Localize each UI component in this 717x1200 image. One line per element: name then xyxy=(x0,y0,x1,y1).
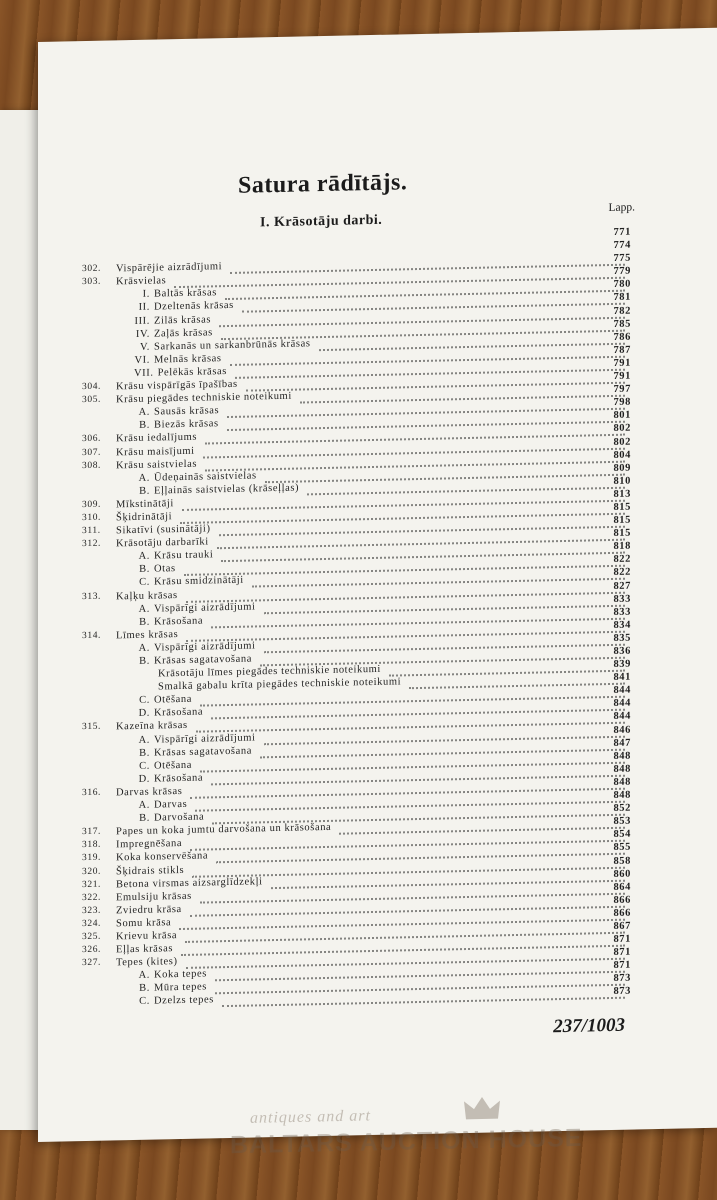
entry-label: Eļļas krāsas xyxy=(116,943,174,956)
entry-label-group xyxy=(134,812,204,824)
entry-page-number: 833 xyxy=(613,593,631,605)
entry-page-number: 866 xyxy=(613,894,631,906)
entry-page-number: 791 xyxy=(613,370,631,382)
entry-label-group xyxy=(134,694,192,706)
entry-label: Krāsu smidzinātāji xyxy=(154,575,244,589)
entry-label-group xyxy=(116,851,208,864)
entry-label: Kazeīna krāsas xyxy=(116,720,188,733)
entry-label: Emulsiju krāsas xyxy=(116,890,192,904)
entry-label-group xyxy=(116,904,182,916)
entry-label: Sikatīvi (susinātāji) xyxy=(116,523,211,537)
entry-label: Krāsu trauki xyxy=(154,549,214,562)
entry-page-number: 822 xyxy=(613,567,631,579)
entry-page-number: 839 xyxy=(613,658,631,671)
entry-number: 315. xyxy=(82,722,102,733)
entry-label-group xyxy=(134,338,311,353)
entry-page-number: 822 xyxy=(613,553,631,566)
entry-label: Melnās krāsas xyxy=(154,352,222,366)
entry-page-number: 848 xyxy=(613,750,631,762)
entry-letter: B. xyxy=(139,563,150,576)
entry-letter: B. xyxy=(139,419,150,432)
entry-page-number: 871 xyxy=(613,933,631,946)
entry-label: Dzeltenās krāsas xyxy=(154,300,234,314)
entry-label-group xyxy=(134,550,213,563)
entry-label: Krāsotāju darbarīki xyxy=(116,536,209,550)
entry-label: Pelēkās krāsas xyxy=(157,365,227,379)
entry-number: 305. xyxy=(82,394,102,406)
entry-label: Vispārējie aizrādījumi xyxy=(116,261,223,275)
entry-label-group xyxy=(134,601,256,615)
entry-label-group xyxy=(116,458,197,471)
entry-page-number: 844 xyxy=(613,711,631,723)
entry-page-number: 804 xyxy=(613,449,631,461)
entry-letter: A. xyxy=(138,799,150,811)
entry-label: Darvošana xyxy=(154,811,205,824)
entry-label: Dzelzs tepes xyxy=(154,994,214,1008)
entry-label: Smalkā gabalu krīta piegādes techniskie noteikumi xyxy=(158,676,402,693)
entry-page-number: 798 xyxy=(613,396,631,409)
entry-label-group xyxy=(116,498,174,510)
entry-label-group xyxy=(116,590,178,602)
watermark-tagline: antiques and art xyxy=(250,1107,371,1127)
entry-page-number: 802 xyxy=(613,422,631,435)
page-title: Satura rādītājs. xyxy=(238,169,408,199)
entry-page-number: 873 xyxy=(613,972,631,985)
entry-label-group xyxy=(116,261,222,274)
entry-label: Krāsu saistvielas xyxy=(116,458,198,471)
entry-letter: III. xyxy=(134,315,150,327)
entry-label-group xyxy=(116,890,192,903)
entry-page-number: 785 xyxy=(613,318,631,330)
entry-page-number: 786 xyxy=(613,331,631,343)
entry-label-group xyxy=(134,563,176,575)
entry-letter: A. xyxy=(138,734,150,746)
entry-page-number: 834 xyxy=(613,619,631,631)
entry-number: 304. xyxy=(82,381,102,393)
entry-letter: C. xyxy=(139,760,150,772)
entry-number: 313. xyxy=(82,591,102,602)
entry-label-group xyxy=(134,353,222,366)
entry-label-group xyxy=(134,982,207,995)
entry-label: Vispārīgi aizrādījumi xyxy=(154,640,256,654)
entry-page-number: 791 xyxy=(613,357,631,369)
watermark-brand: BALTARS AUCTION HOUSE xyxy=(230,1123,583,1160)
entry-letter: C. xyxy=(139,577,150,589)
entry-number: 314. xyxy=(82,630,102,641)
entry-page-number: 779 xyxy=(613,265,631,278)
entry-number: 317. xyxy=(82,826,102,838)
entry-label: Ūdeņainās saistvielas xyxy=(154,470,257,484)
entry-label: Kaļķu krāsas xyxy=(116,589,178,602)
entry-page-number: 844 xyxy=(613,684,631,697)
entry-label-group xyxy=(116,917,171,929)
entry-label-group xyxy=(116,629,178,641)
entry-page-number: 775 xyxy=(613,252,631,265)
entry-label-group xyxy=(116,956,178,968)
entry-label: Vispārīgi aizrādījumi xyxy=(154,732,256,746)
entry-label: Sausās krāsas xyxy=(154,405,220,418)
entry-number: 324. xyxy=(82,918,102,929)
entry-label-group xyxy=(134,772,203,784)
entry-label: Krāsošana xyxy=(154,615,204,628)
entry-page-number: 844 xyxy=(613,697,631,710)
entry-page-number: 833 xyxy=(613,606,631,618)
entry-page-number: 858 xyxy=(613,855,631,867)
entry-page-number: 864 xyxy=(613,881,631,893)
entry-page-number: 797 xyxy=(613,383,631,396)
entry-page-number: 848 xyxy=(613,763,631,775)
entry-label-group xyxy=(134,288,217,301)
page-column-header: Lapp. xyxy=(608,201,635,215)
entry-label: Darvas xyxy=(154,798,188,811)
entry-label-group xyxy=(116,943,173,955)
entry-label: Otēšana xyxy=(154,694,193,706)
entry-page-number: 781 xyxy=(613,292,631,304)
entry-letter: B. xyxy=(139,982,150,995)
entry-label-group xyxy=(134,969,207,982)
entry-label-group xyxy=(116,523,211,536)
crown-icon xyxy=(462,1095,502,1122)
entry-label: Vispārīgi aizrādījumi xyxy=(154,601,256,615)
entry-label: Zilās krāsas xyxy=(154,313,212,327)
entry-page-number: 818 xyxy=(613,540,631,553)
entry-label-group xyxy=(116,511,172,523)
entry-label: Krievu krāsa xyxy=(116,930,178,943)
entry-label-group xyxy=(134,799,187,811)
entry-number: 320. xyxy=(82,866,102,877)
entry-page-number: 853 xyxy=(613,815,631,828)
entry-label-group xyxy=(134,760,192,772)
entry-page-number: 774 xyxy=(613,239,631,252)
book-page xyxy=(38,28,717,1142)
entry-letter: D. xyxy=(138,708,150,720)
entry-page-number: 867 xyxy=(613,920,631,932)
entry-label-group xyxy=(116,432,197,445)
entry-label-group xyxy=(116,720,188,733)
entry-label-group xyxy=(134,482,299,496)
entry-page-number: 836 xyxy=(613,645,631,657)
entry-letter: B. xyxy=(139,655,150,667)
entry-label: Krāsu iedalījums xyxy=(116,432,198,445)
entry-letter: I. xyxy=(142,289,150,301)
entry-label: Otas xyxy=(154,563,176,575)
entry-label-group xyxy=(134,575,244,588)
entry-label: Krāsvielas xyxy=(116,275,167,288)
entry-page-number: 871 xyxy=(613,946,631,959)
entry-letter: D. xyxy=(138,773,150,785)
entry-page-number: 809 xyxy=(613,462,631,474)
entry-page-number: 852 xyxy=(613,802,631,815)
entry-letter: IV. xyxy=(135,328,150,340)
entry-page-number: 815 xyxy=(613,501,631,513)
entry-letter: II. xyxy=(138,302,150,314)
entry-number: 327. xyxy=(82,957,102,969)
section-heading: I. Krāsotāju darbi. xyxy=(260,212,383,231)
entry-number: 326. xyxy=(82,944,102,956)
entry-number: 318. xyxy=(82,839,102,851)
entry-page-number: 815 xyxy=(613,527,631,540)
entry-page-number: 871 xyxy=(613,959,631,972)
entry-number: 312. xyxy=(82,538,102,550)
entry-letter: VI. xyxy=(134,354,150,366)
entry-page-number: 854 xyxy=(613,828,631,841)
entry-page-number: 866 xyxy=(613,907,631,919)
entry-label: Mīkstinātāji xyxy=(116,498,174,511)
entry-label-group xyxy=(134,732,256,746)
entry-label: Krāsas sagatavošana xyxy=(154,653,252,667)
entry-label-group xyxy=(134,366,227,379)
entry-label: Mūra tepes xyxy=(154,981,207,994)
entry-label: Tepes (kites) xyxy=(116,956,178,969)
entry-label: Darvas krāsas xyxy=(116,785,183,799)
entry-label-group xyxy=(134,405,219,418)
entry-label: Koka tepes xyxy=(154,968,207,981)
entry-label: Biezās krāsas xyxy=(154,418,219,431)
entry-label: Betona virsmas aizsarglīdzekļi xyxy=(116,875,263,890)
entry-label-group xyxy=(134,327,213,340)
entry-letter: A. xyxy=(138,642,150,654)
entry-label: Šķidrais stikls xyxy=(116,864,185,877)
entry-number: 308. xyxy=(82,460,102,471)
entry-letter: A. xyxy=(138,472,150,484)
entry-label: Baltās krāsas xyxy=(154,287,217,300)
entry-number: 316. xyxy=(82,787,102,799)
entry-label: Sarkanās un sarkanbrūnās krāsas xyxy=(154,338,311,353)
entry-label-group xyxy=(134,300,234,313)
entry-page-number: 855 xyxy=(613,841,631,854)
entry-page-number: 801 xyxy=(613,409,631,422)
entry-page-number: 802 xyxy=(613,436,631,448)
entry-letter: B. xyxy=(139,812,150,825)
entry-number: 319. xyxy=(82,853,102,864)
entry-label: Krāsu vispārīgās īpašības xyxy=(116,378,238,393)
entry-label-group xyxy=(134,707,203,719)
entry-page-number: 841 xyxy=(613,671,631,684)
entry-label-group xyxy=(116,864,184,876)
entry-letter: A. xyxy=(138,550,150,563)
entry-letter: B. xyxy=(139,616,150,628)
entry-label-group xyxy=(116,379,238,393)
entry-number: 306. xyxy=(82,434,102,445)
entry-page-number: 782 xyxy=(613,305,631,317)
entry-label: Krāsotāju līmes piegādes techniskie noteikumi xyxy=(158,663,381,680)
entry-label-group xyxy=(116,537,209,550)
entry-letter: C. xyxy=(139,996,150,1008)
entry-label-group xyxy=(116,445,195,458)
entry-page-number: 827 xyxy=(613,580,631,592)
watermark xyxy=(200,1095,670,1185)
entry-number: 303. xyxy=(82,276,102,288)
entry-label: Koka konservēšana xyxy=(116,850,209,864)
entry-page-number: 787 xyxy=(613,344,631,356)
entry-label: Somu krāsa xyxy=(116,917,172,930)
entry-page-number: 848 xyxy=(613,789,631,801)
entry-label: Krāsošana xyxy=(154,706,204,719)
entry-label: Krāsas sagatavošana xyxy=(154,745,252,759)
entry-letter: VII. xyxy=(134,367,154,379)
entry-letter: B. xyxy=(139,747,150,759)
entry-number: 309. xyxy=(82,499,102,510)
entry-letter: C. xyxy=(139,694,150,707)
entry-label: Eļļainās saistvielas (krāseļļas) xyxy=(154,482,300,497)
entry-label: Otēšana xyxy=(154,759,193,772)
entry-label: Krāsošana xyxy=(154,772,204,785)
entry-label-group xyxy=(116,930,177,942)
entry-label: Zaļās krāsas xyxy=(154,326,213,340)
entry-letter: A. xyxy=(138,969,150,982)
entry-number: 325. xyxy=(82,931,102,943)
entry-label-group xyxy=(134,745,252,758)
entry-letter: A. xyxy=(138,406,150,419)
entry-page-number: 780 xyxy=(613,278,631,291)
entry-number: 302. xyxy=(82,263,102,275)
entry-label-group xyxy=(116,876,263,890)
entry-letter: V. xyxy=(139,341,150,353)
entry-number: 321. xyxy=(82,879,102,890)
entry-number: 307. xyxy=(82,447,102,458)
entry-page-number: 873 xyxy=(613,986,631,998)
entry-number: 311. xyxy=(82,525,101,537)
entry-label-group xyxy=(116,391,292,406)
entry-label: Zviedru krāsa xyxy=(116,903,182,917)
entry-number: 323. xyxy=(82,905,102,916)
entry-page-number: 860 xyxy=(613,868,631,880)
entry-label-group xyxy=(134,640,256,654)
entry-label-group xyxy=(134,419,219,432)
entry-label-group xyxy=(134,615,203,627)
entry-label-group xyxy=(134,470,257,484)
entry-label-group xyxy=(134,654,252,667)
entry-label: Krāsu maisījumi xyxy=(116,445,195,458)
entry-page-number: 847 xyxy=(613,737,631,749)
entry-label-group xyxy=(116,786,182,798)
entry-letter: A. xyxy=(138,603,150,615)
entry-label: Šķidrinātāji xyxy=(116,511,173,524)
entry-label-group xyxy=(116,838,182,850)
contents-list xyxy=(38,225,717,1012)
entry-number: 310. xyxy=(82,512,102,524)
entry-label-group xyxy=(116,276,166,288)
entry-page-number: 771 xyxy=(613,226,631,238)
entry-number: 322. xyxy=(82,892,102,903)
entry-label-group xyxy=(134,995,214,1008)
entry-page-number: 815 xyxy=(613,514,631,527)
footer-page-number: 237/1003 xyxy=(553,1014,625,1038)
entry-label: Impregnēšana xyxy=(116,838,183,851)
entry-page-number: 835 xyxy=(613,632,631,644)
entry-page-number: 846 xyxy=(613,724,631,736)
entry-label: Līmes krāsas xyxy=(116,628,179,642)
entry-label: Papes un koka jumtu darvošana un krāsošana xyxy=(116,822,332,838)
entry-letter: B. xyxy=(139,485,150,497)
entry-page-number: 813 xyxy=(613,488,631,500)
entry-label-group xyxy=(134,314,211,327)
entry-label: Krāsu piegādes techniskie noteikumi xyxy=(116,390,292,406)
entry-page-number: 848 xyxy=(613,776,631,788)
entry-page-number: 810 xyxy=(613,475,631,487)
